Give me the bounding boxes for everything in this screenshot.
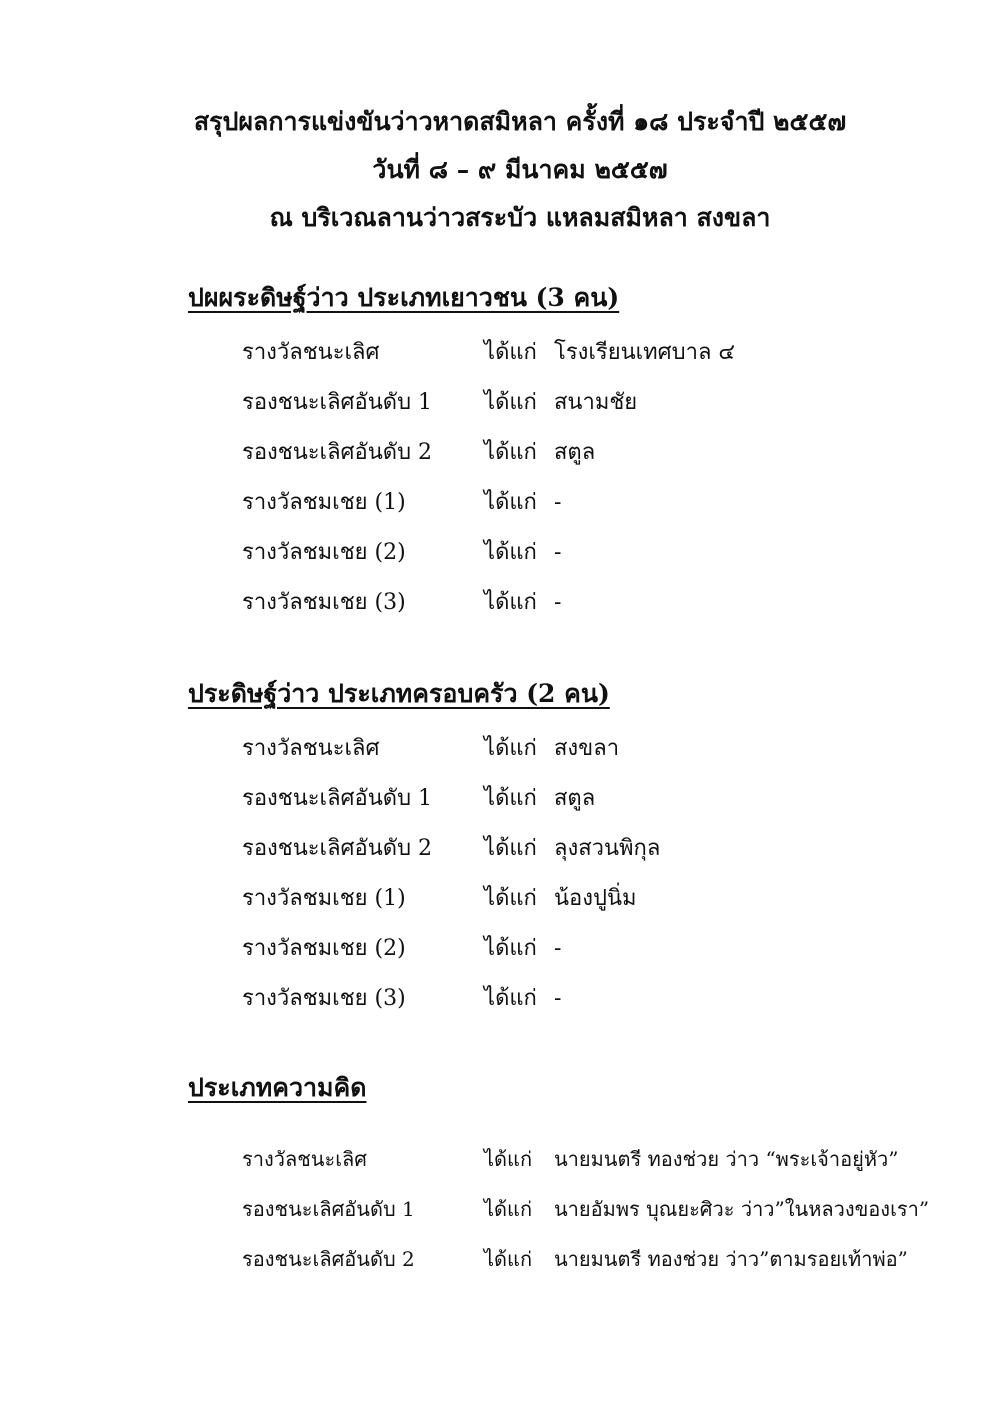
award-winner: - <box>554 986 562 1011</box>
award-name: รองชนะเลิศอันดับ 2 <box>242 836 433 861</box>
award-row <box>242 578 982 628</box>
award-given-label: ได้แก่ <box>484 886 537 911</box>
award-winner: โรงเรียนเทศบาล ๔ <box>554 340 736 365</box>
award-name: รางวัลชนะเลิศ <box>242 1147 367 1171</box>
award-given-label: ได้แก่ <box>484 340 537 365</box>
document-header <box>0 98 1000 242</box>
award-winner: นายอัมพร บุณยะศิวะ ว่าว”ในหลวงของเรา” <box>554 1197 930 1221</box>
award-row <box>242 924 982 974</box>
award-list <box>242 1134 982 1284</box>
award-row <box>242 774 982 824</box>
award-name: รางวัลชนะเลิศ <box>242 736 380 761</box>
award-list <box>242 724 982 1024</box>
award-row <box>242 1184 982 1234</box>
section-title: ปผผระดิษฐ์ว่าว ประเภทเยาวชน (3 คน) <box>188 283 620 312</box>
award-winner: สนามชัย <box>554 390 638 415</box>
award-given-label: ได้แก่ <box>484 590 537 615</box>
award-name: รางวัลชมเชย (1) <box>242 490 406 515</box>
award-row <box>242 428 982 478</box>
award-given-label: ได้แก่ <box>484 736 537 761</box>
section-title: ประดิษฐ์ว่าว ประเภทครอบครัว (2 คน) <box>188 679 610 708</box>
award-given-label: ได้แก่ <box>484 390 537 415</box>
header-title: สรุปผลการแข่งขันว่าวหาดสมิหลา ครั้งที่ ๑๘ ประจำปี ๒๕๕๗ <box>193 107 847 136</box>
award-name: รางวัลชมเชย (2) <box>242 540 406 565</box>
award-row <box>242 478 982 528</box>
award-winner: - <box>554 490 562 515</box>
award-winner: ลุงสวนพิกุล <box>554 836 661 861</box>
award-winner: สตูล <box>554 440 596 465</box>
award-given-label: ได้แก่ <box>484 836 537 861</box>
award-name: รางวัลชมเชย (1) <box>242 886 406 911</box>
award-row <box>242 824 982 874</box>
award-row <box>242 528 982 578</box>
section-concept-kite <box>188 1068 988 1271</box>
award-row <box>242 974 982 1024</box>
section-youth-kite <box>188 278 988 615</box>
award-given-label: ได้แก่ <box>484 786 537 811</box>
award-winner: นายมนตรี ทองช่วย ว่าว”ตามรอยเท้าพ่อ” <box>554 1247 908 1271</box>
award-name: รองชนะเลิศอันดับ 1 <box>242 786 433 811</box>
award-name: รางวัลชมเชย (2) <box>242 936 406 961</box>
award-list <box>242 328 982 628</box>
award-name: รองชนะเลิศอันดับ 1 <box>242 390 433 415</box>
award-winner: สตูล <box>554 786 596 811</box>
award-name: รองชนะเลิศอันดับ 2 <box>242 440 433 465</box>
award-given-label: ได้แก่ <box>484 1247 533 1271</box>
award-winner: น้องปูนิ่ม <box>554 886 637 911</box>
section-title: ประเภทความคิด <box>188 1073 367 1102</box>
award-given-label: ได้แก่ <box>484 490 537 515</box>
award-row <box>242 1134 982 1184</box>
award-given-label: ได้แก่ <box>484 1147 533 1171</box>
award-given-label: ได้แก่ <box>484 986 537 1011</box>
award-row <box>242 1234 982 1284</box>
award-given-label: ได้แก่ <box>484 1197 533 1221</box>
award-winner: - <box>554 540 562 565</box>
award-winner: นายมนตรี ทองช่วย ว่าว “พระเจ้าอยู่หัว” <box>554 1147 899 1171</box>
award-given-label: ได้แก่ <box>484 540 537 565</box>
award-name: รางวัลชมเชย (3) <box>242 986 406 1011</box>
award-winner: สงขลา <box>554 736 620 761</box>
award-winner: - <box>554 936 562 961</box>
award-row <box>242 328 982 378</box>
award-winner: - <box>554 590 562 615</box>
section-family-kite <box>188 674 988 1011</box>
award-row <box>242 378 982 428</box>
award-name: รองชนะเลิศอันดับ 2 <box>242 1247 415 1271</box>
header-date: วันที่ ๘ – ๙ มีนาคม ๒๕๕๗ <box>372 155 668 184</box>
award-given-label: ได้แก่ <box>484 936 537 961</box>
award-name: รางวัลชนะเลิศ <box>242 340 380 365</box>
award-row <box>242 724 982 774</box>
header-venue: ณ บริเวณลานว่าวสระบัว แหลมสมิหลา สงขลา <box>269 203 771 232</box>
award-row <box>242 874 982 924</box>
award-name: รางวัลชมเชย (3) <box>242 590 406 615</box>
award-name: รองชนะเลิศอันดับ 1 <box>242 1197 415 1221</box>
award-given-label: ได้แก่ <box>484 440 537 465</box>
